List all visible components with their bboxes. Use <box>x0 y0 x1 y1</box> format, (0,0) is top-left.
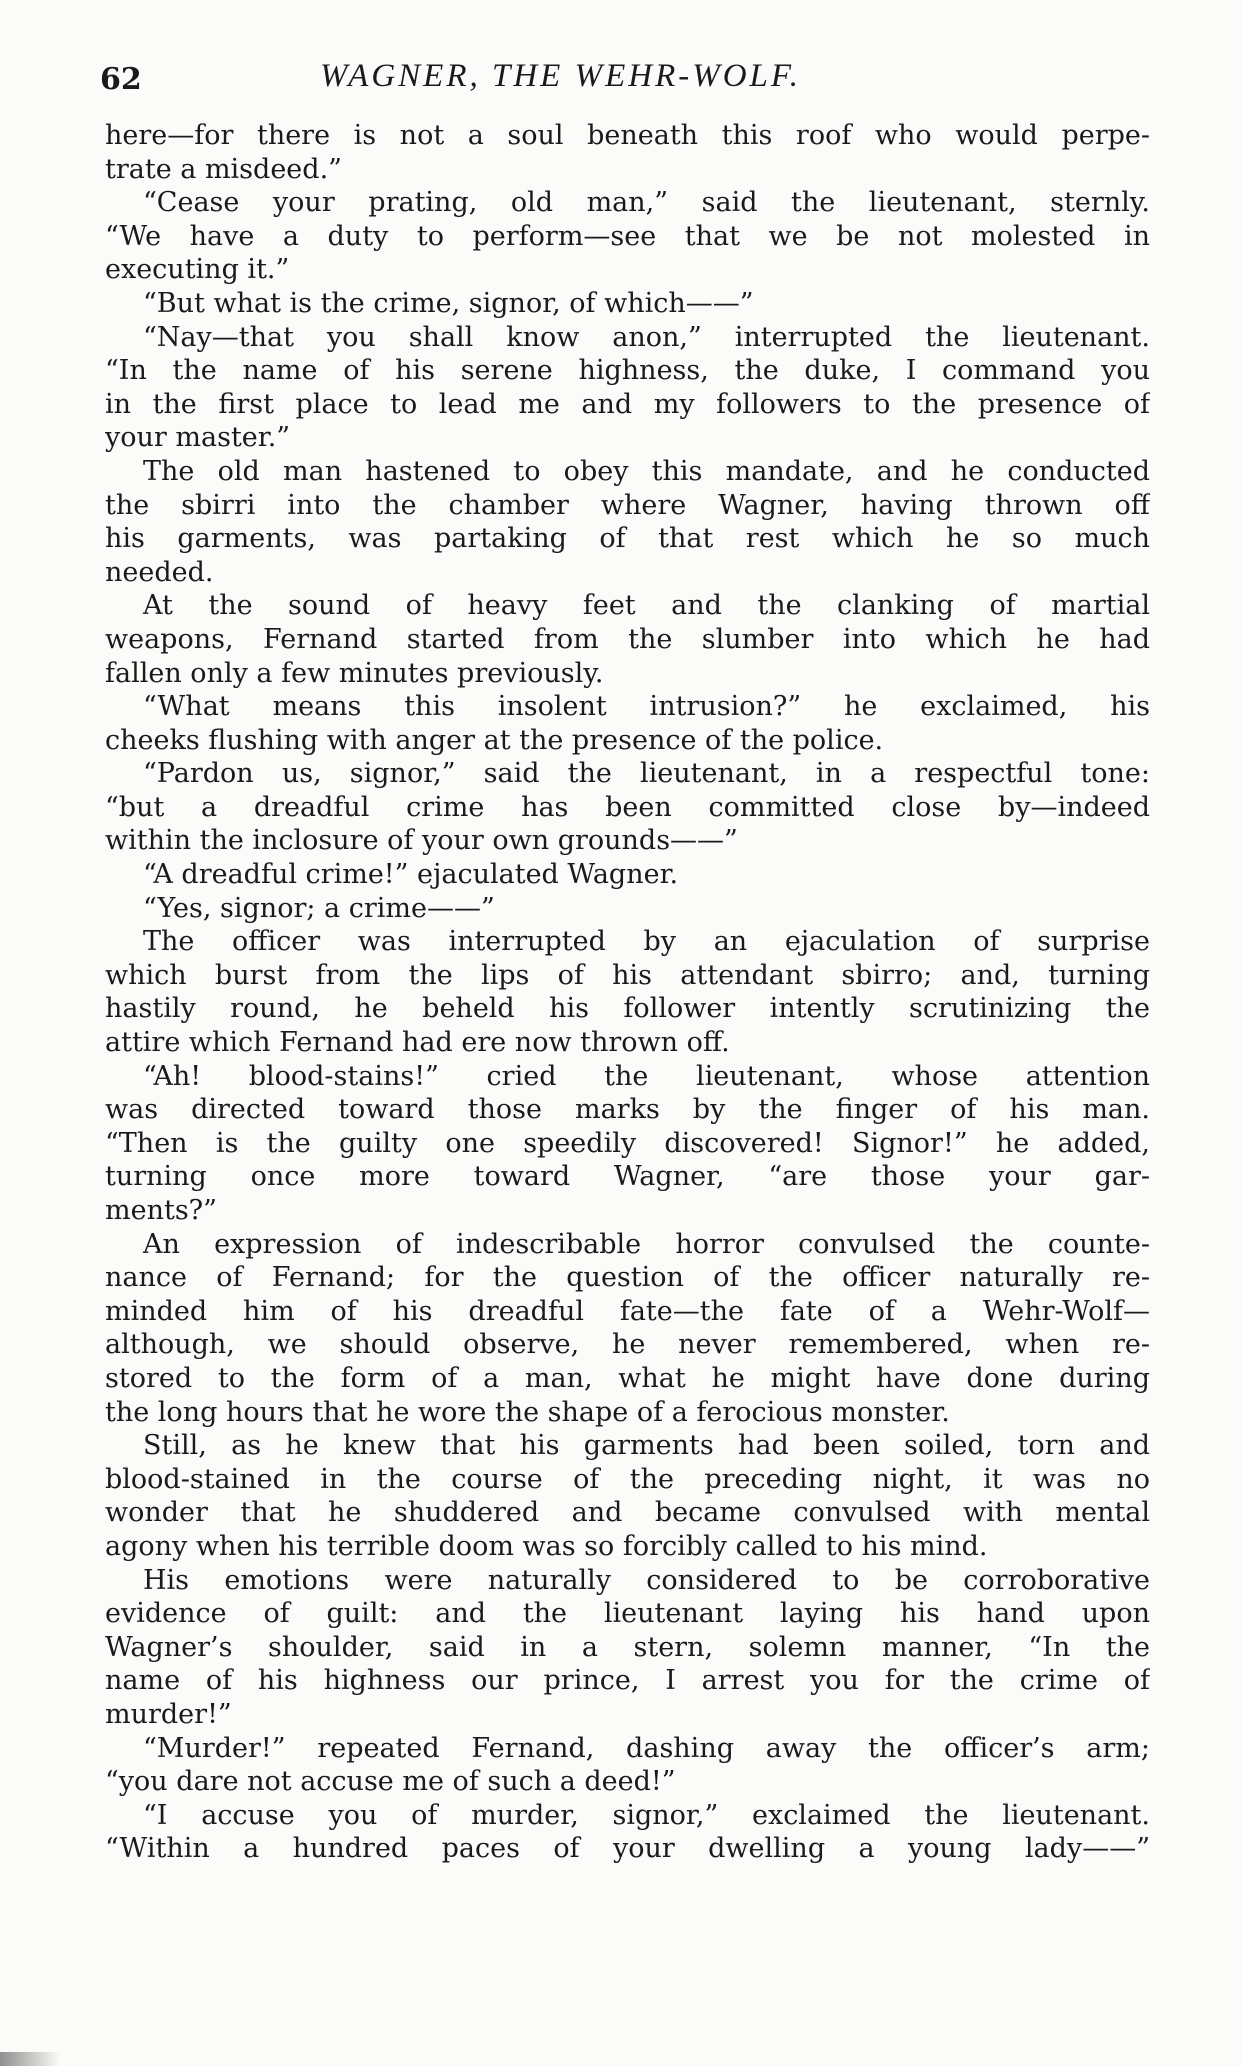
text-line: “but a dreadful crime has been committed close by—indeed <box>105 791 1150 823</box>
body-text <box>105 120 1150 1867</box>
text-line: stored to the form of a man, what he might have done during <box>105 1362 1150 1394</box>
text-line: trate a misdeed.” <box>105 153 342 185</box>
text-line: wonder that he shuddered and became convulsed with mental <box>105 1497 1150 1529</box>
text-line: Wagner’s shoulder, said in a stern, solemn manner, “In the <box>105 1631 1150 1663</box>
text-line: blood-stained in the course of the preceding night, it was no <box>105 1463 1150 1495</box>
running-title: WAGNER, THE WEHR-WOLF. <box>320 58 802 94</box>
text-line: the sbirri into the chamber where Wagner, having thrown off <box>105 489 1150 521</box>
text-line: although, we should observe, he never remembered, when re- <box>105 1329 1150 1361</box>
text-line: “A dreadful crime!” ejaculated Wagner. <box>143 859 679 891</box>
text-line: evidence of guilt: and the lieutenant laying his hand upon <box>105 1598 1150 1630</box>
text-line: “Nay—that you shall know anon,” interrupted the lieutenant. <box>143 321 1150 353</box>
text-line: The old man hastened to obey this mandate, and he conducted <box>143 455 1150 487</box>
scan-smudge <box>0 2052 60 2066</box>
text-line: “Cease your prating, old man,” said the lieutenant, sternly. <box>143 187 1150 219</box>
text-line: “What means this insolent intrusion?” he exclaimed, his <box>143 691 1150 723</box>
text-line: At the sound of heavy feet and the clanking of martial <box>143 590 1150 622</box>
text-line: executing it.” <box>105 254 290 286</box>
text-line: fallen only a few minutes previously. <box>105 657 604 689</box>
text-line: The officer was interrupted by an ejaculation of surprise <box>143 926 1150 958</box>
text-line: agony when his terrible doom was so forcibly called to his mind. <box>105 1530 988 1562</box>
text-line: “Pardon us, signor,” said the lieutenant, in a respectful tone: <box>143 758 1150 790</box>
text-line: the long hours that he wore the shape of a ferocious monster. <box>105 1396 950 1428</box>
text-line: “I accuse you of murder, signor,” exclaimed the lieutenant. <box>143 1799 1150 1831</box>
text-line: within the inclosure of your own grounds——” <box>105 825 738 857</box>
text-line: turning once more toward Wagner, “are those your gar- <box>105 1161 1150 1193</box>
text-line: His emotions were naturally considered to be corroborative <box>143 1564 1150 1596</box>
text-line: “We have a duty to perform—see that we be not molested in <box>105 220 1150 252</box>
text-line: nance of Fernand; for the question of the officer naturally re- <box>105 1262 1150 1294</box>
text-line: hastily round, he beheld his follower intently scrutinizing the <box>105 993 1150 1025</box>
text-line: weapons, Fernand started from the slumber into which he had <box>105 623 1150 655</box>
text-line: Still, as he knew that his garments had been soiled, torn and <box>143 1430 1150 1462</box>
text-line: ments?” <box>105 1195 217 1226</box>
text-line: was directed toward those marks by the finger of his man. <box>105 1094 1150 1126</box>
text-line: “In the name of his serene highness, the duke, I command you <box>105 355 1150 387</box>
text-line: in the first place to lead me and my followers to the presence of <box>105 388 1150 420</box>
text-line: “Within a hundred paces of your dwelling a young lady——” <box>105 1833 1150 1865</box>
text-line: needed. <box>105 556 214 588</box>
text-line: cheeks flushing with anger at the presence of the police. <box>105 724 884 756</box>
text-line: which burst from the lips of his attendant sbirro; and, turning <box>105 959 1150 991</box>
text-line: An expression of indescribable horror convulsed the counte- <box>143 1228 1150 1260</box>
text-line: your master.” <box>105 422 291 454</box>
page-number: 62 <box>100 62 142 97</box>
text-line: “you dare not accuse me of such a deed!” <box>105 1766 676 1798</box>
text-line: his garments, was partaking of that rest which he so much <box>105 523 1150 555</box>
text-line: “Then is the guilty one speedily discovered! Signor!” he added, <box>105 1127 1150 1159</box>
text-line: murder!” <box>105 1698 232 1730</box>
text-line: “Ah! blood-stains!” cried the lieutenant, whose attention <box>143 1060 1150 1092</box>
text-line: minded him of his dreadful fate—the fate of a Wehr-Wolf— <box>105 1295 1150 1327</box>
text-line: name of his highness our prince, I arrest you for the crime of <box>105 1665 1150 1697</box>
text-line: attire which Fernand had ere now thrown off. <box>105 1027 730 1059</box>
text-line: “Murder!” repeated Fernand, dashing away the officer’s arm; <box>143 1732 1150 1764</box>
text-line: “Yes, signor; a crime——” <box>143 892 495 924</box>
text-line: “But what is the crime, signor, of which——” <box>143 287 754 319</box>
text-line: here—for there is not a soul beneath this roof who would perpe- <box>105 120 1150 151</box>
